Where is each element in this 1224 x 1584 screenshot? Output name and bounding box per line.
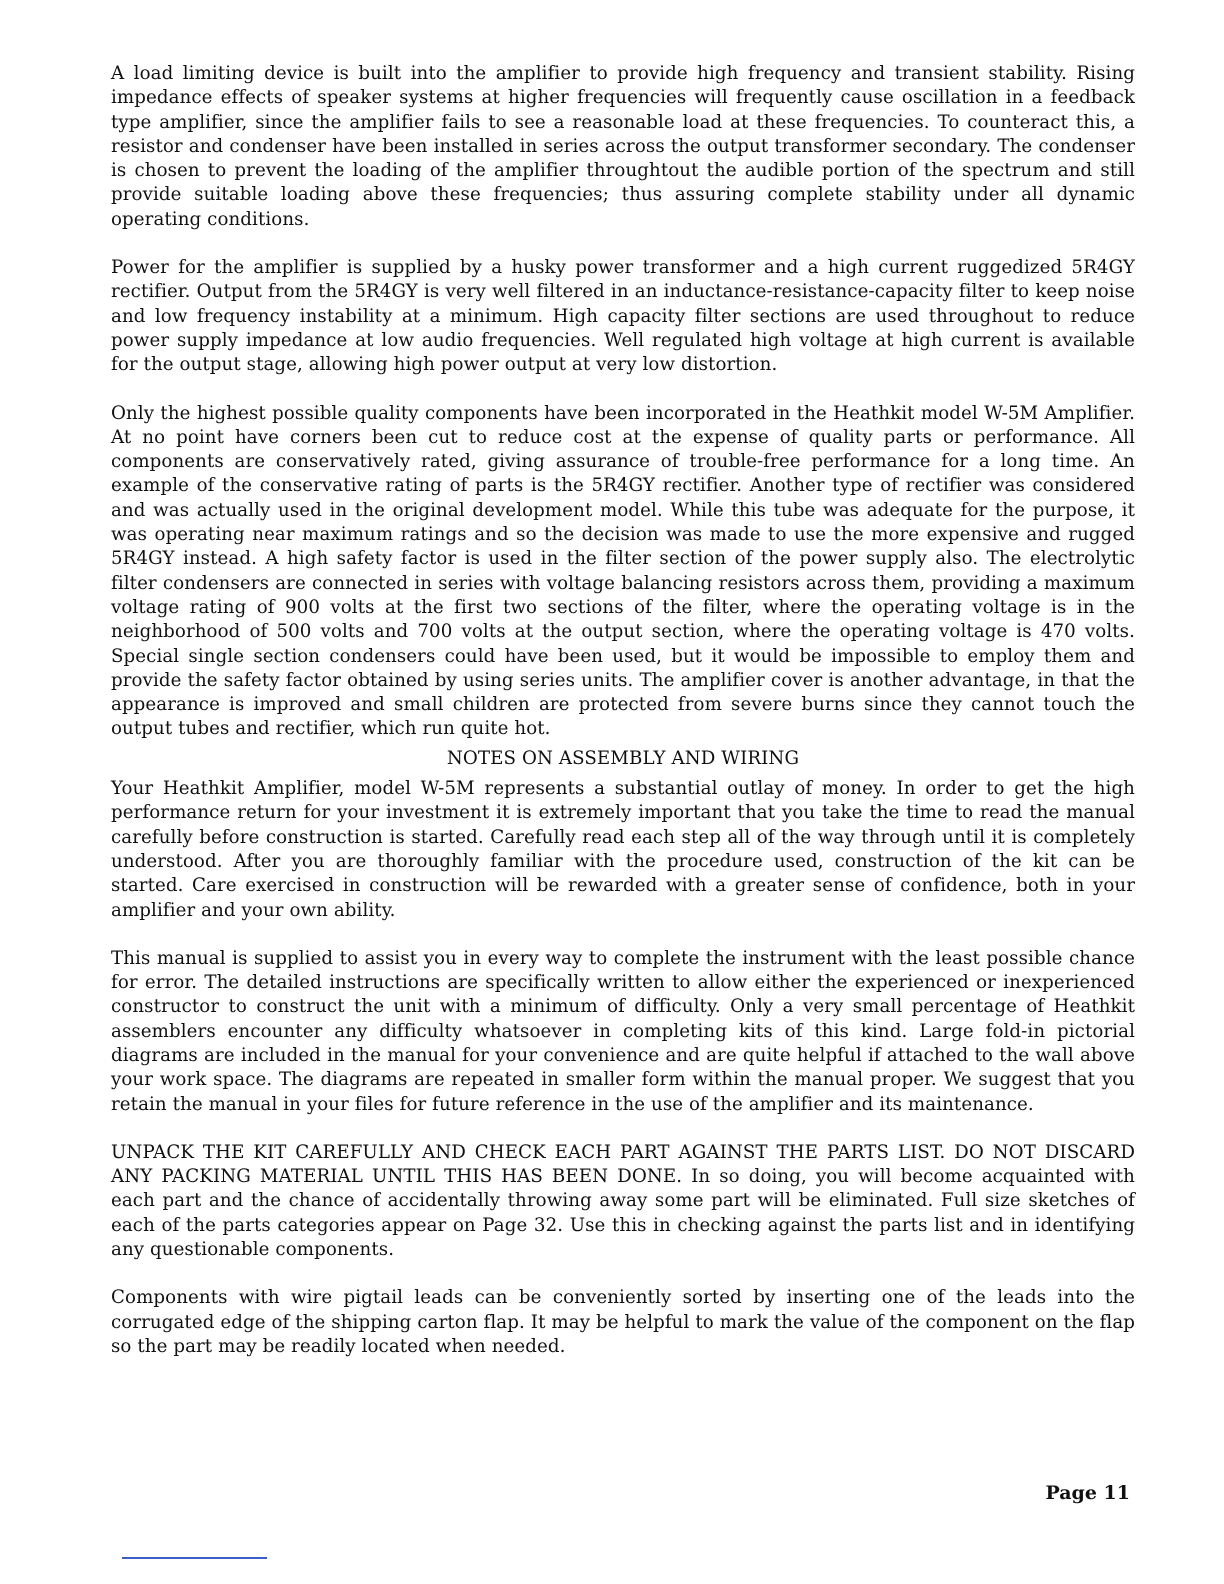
paragraph-components-quality: Only the highest possible quality components have been incorporated in the Heathkit model W-5M Amplifier. At no point have corners been cut to reduce cost at the expense of quality parts or performance. All components are conservatively rated, giving assurance of trouble-free performance for a long time. An example of the conservative rating of parts is the 5R4GY rectifier. Another type of rectifier was considered and was actually used in the original development model. While this tube was adequate for the purpose, it was operating near maximum ratings and so the decision was made to use the more expensive and rugged 5R4GY instead. A high safety factor is used in the filter section of the power supply also. The electrolytic filter condensers are connected in series with voltage balancing resistors across them, providing a maximum voltage rating of 900 volts at the first two sections of the filter, where the operating voltage is in the neighborhood of 500 volts and 700 volts at the output section, where the operating voltage is 470 volts. Special single section condensers could have been used, but it would be impossible to employ them and provide the safety factor obtained by using series units. The amplifier cover is another advantage, in that the appearance is improved and small children are protected from severe burns since they cannot touch the output tubes and rectifier, which run quite hot. [111,402,1135,740]
page-number: Page 11 [1045,1482,1130,1504]
paragraph-load-limiting: A load limiting device is built into the amplifier to provide high frequency and transient stability. Rising impedance effects of speaker systems at higher frequencies will frequently cause oscillation in a feedback type amplifier, since the amplifier fails to see a reasonable load at these frequencies. To counteract this, a resistor and condenser have been installed in series across the output transformer secondary. The condenser is chosen to prevent the loading of the amplifier throughtout the audible portion of the spectrum and still provide suitable loading above these frequencies; thus assuring complete stability under all dynamic operating conditions. [111,63,1135,230]
page-body [111,62,1135,1383]
paragraph-manual-purpose: This manual is supplied to assist you in every way to complete the instrument with the least possible chance for error. The detailed instructions are specifically written to allow either the experienced or inexperienced constructor to construct the unit with a minimum of difficulty. Only a very small percentage of Heathkit assemblers encounter any difficulty whatsoever in completing kits of this kind. Large fold-in pictorial diagrams are included in the manual for your convenience and are quite helpful if attached to the wall above your work space. The diagrams are repeated in smaller form within the manual proper. We suggest that you retain the manual in your files for future reference in the use of the amplifier and its maintenance. [111,947,1135,1115]
paragraph-investment: Your Heathkit Amplifier, model W-5M represents a substantial outlay of money. In order to get the high performance return for your investment it is extremely important that you take the time to read the manual carefully before construction is started. Carefully read each step all of the way through until it is completely understood. After you are thoroughly familiar with the procedure used, construction of the kit can be started. Care exercised in construction will be rewarded with a greater sense of confidence, both in your amplifier and your own ability. [111,778,1135,921]
footer-rule [122,1557,267,1559]
paragraph-power-supply: Power for the amplifier is supplied by a husky power transformer and a high current ruggedized 5R4GY rectifier. Output from the 5R4GY is very well filtered in an inductance-resistance-capacity filter to keep noise and low frequency instability at a minimum. High capacity filter sections are used throughout to reduce power supply impedance at low audio frequencies. Well regulated high voltage at high current is available for the output stage, allowing high power output at very low distortion. [111,257,1135,376]
paragraph-unpack-kit: UNPACK THE KIT CAREFULLY AND CHECK EACH PART AGAINST THE PARTS LIST. DO NOT DISCARD ANY PACKING MATERIAL UNTIL THIS HAS BEEN DONE. In so doing, you will become acquainted with each part and the chance of accidentally throwing away some part will be eliminated. Full size sketches of each of the parts categories appear on Page 32. Use this in checking against the parts list and in identifying any questionable components. [111,1141,1135,1261]
paragraph-pigtail-leads: Components with wire pigtail leads can be conveniently sorted by inserting one of the leads into the corrugated edge of the shipping carton flap. It may be helpful to mark the value of the component on the flap so the part may be readily located when needed. [111,1287,1135,1357]
section-heading: NOTES ON ASSEMBLY AND WIRING [446,747,800,769]
